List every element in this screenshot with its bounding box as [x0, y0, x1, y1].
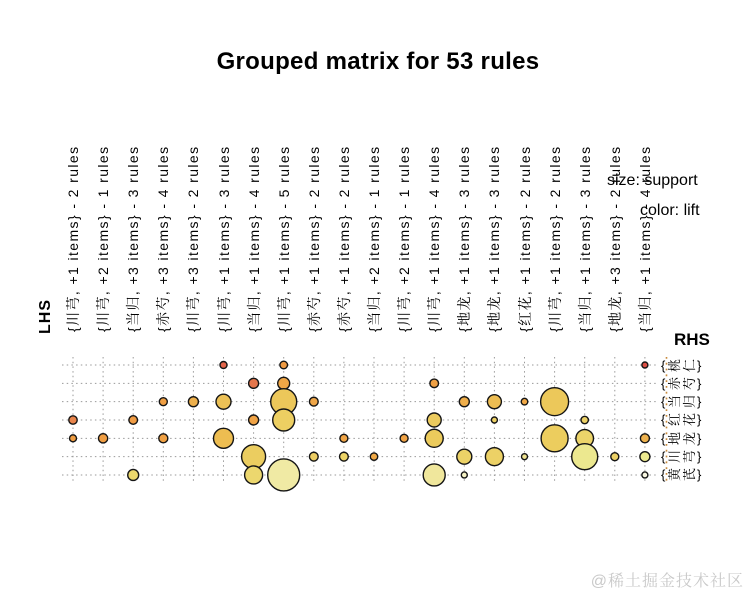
rule-bubble: [99, 434, 108, 443]
rule-bubble: [459, 397, 469, 407]
rule-bubble: [129, 416, 138, 425]
row-label: [661, 411, 703, 429]
row-label-brace: {: [661, 449, 666, 465]
rule-bubble: [425, 429, 443, 447]
row-label-brace: {: [661, 357, 666, 373]
rule-bubble: [491, 417, 497, 423]
row-label: [661, 393, 703, 411]
rule-bubble: [309, 397, 318, 406]
rhs-axis-label: RHS: [674, 330, 710, 349]
rule-bubble: [69, 416, 77, 424]
rule-bubble: [278, 377, 290, 389]
rule-bubble: [640, 452, 650, 462]
rule-bubble: [640, 434, 649, 443]
row-label-char: 地: [667, 431, 682, 445]
rule-bubble: [581, 416, 588, 423]
row-label-char: 芪: [682, 468, 697, 482]
row-label: [661, 466, 703, 484]
row-label-char: 川: [667, 450, 682, 464]
rule-bubble: [216, 394, 231, 409]
rule-bubble: [70, 435, 77, 442]
row-label-brace: }: [697, 449, 702, 465]
plot-title: Grouped matrix for 53 rules: [216, 48, 540, 75]
rule-bubble: [541, 425, 568, 452]
row-label-brace: }: [697, 394, 702, 410]
rule-bubble: [541, 388, 569, 416]
rule-bubble: [249, 378, 259, 388]
rule-bubble: [522, 454, 528, 460]
rule-bubble: [249, 415, 259, 425]
row-label-brace: {: [661, 412, 666, 428]
rule-bubble: [487, 395, 501, 409]
watermark: @稀土掘金技术社区: [590, 573, 744, 590]
rule-bubble: [340, 452, 349, 461]
rule-bubble: [423, 464, 445, 486]
row-label: [661, 356, 703, 374]
rule-bubble: [611, 453, 619, 461]
row-label-char: 红: [667, 413, 682, 427]
rule-bubble: [220, 362, 227, 369]
legend-color-label: color: lift: [640, 202, 700, 219]
row-label-char: 仁: [682, 358, 697, 372]
row-label-char: 龙: [682, 431, 697, 445]
rule-bubble: [128, 469, 139, 480]
rule-bubble: [242, 445, 266, 469]
rule-bubble: [572, 444, 598, 470]
rule-bubble: [340, 434, 348, 442]
row-label-char: 当: [667, 395, 682, 409]
row-label: [661, 374, 703, 392]
rule-bubble: [188, 397, 198, 407]
row-label-char: 桃: [667, 358, 682, 372]
rule-bubble: [273, 409, 295, 431]
rule-bubble: [521, 398, 528, 405]
rule-bubble: [159, 434, 168, 443]
row-label-brace: }: [697, 412, 702, 428]
row-label-brace: }: [697, 430, 702, 446]
row-label-brace: {: [661, 394, 666, 410]
row-label: [661, 448, 703, 466]
row-label-char: 归: [682, 395, 697, 409]
rule-bubble: [457, 449, 472, 464]
row-label-char: 赤: [667, 376, 682, 390]
row-label-brace: {: [661, 467, 666, 483]
rule-bubble: [214, 428, 234, 448]
rule-bubble: [309, 452, 318, 461]
row-label-char: 黄: [667, 468, 682, 482]
rule-bubble: [245, 466, 263, 484]
rule-bubble: [642, 362, 648, 368]
legend-size-label: size: support: [607, 172, 698, 189]
row-label: [661, 429, 703, 447]
rule-bubble: [430, 379, 439, 388]
rule-bubble: [427, 413, 441, 427]
rule-bubble: [159, 398, 167, 406]
rule-bubble: [268, 459, 300, 491]
row-label-brace: }: [697, 467, 702, 483]
row-label-char: 芍: [682, 376, 697, 390]
row-label-brace: {: [661, 375, 666, 391]
row-label-char: 花: [682, 413, 697, 427]
rule-bubble: [280, 361, 288, 369]
row-label-brace: }: [697, 375, 702, 391]
rule-bubble: [400, 434, 408, 442]
rule-bubble: [461, 472, 467, 478]
grouped-matrix-screenshot: Grouped matrix for 53 rules {川芎, +1 items} - 2 rules {川芎, +2 items} - 1 rules {当归, +3 items} - 3 rules {赤芍, +3 items} - 4 rules {川芎, +3 items} - 2 rules {川芎, +1 items} - 3 rules {当归, +1 items} - 4 rules {川芎, +1 items} - 5 rules {赤芍, +1 items} - 2 rules {赤芍, +1 items} - 2 rules {当归, +2 items} - 1 rules {川芎, +2 items} - 1 rules {川芎, +1 items} - 4 rules {地龙, +1 items} - 3 rules {地龙, +1 items} - 3 rules {红花, +1 items} - 2 rules {川芎, +1 items} - 2 rules {当归, +1 items} - 3 rules {地龙, +3 items} - 2 rules {当归, +1 items} - 4 rules { 桃 仁 } { 赤 芍 } { 当 归 } { 红 花 } { 地 龙 } { 川 芎 } { 黄 芪 } LHS RHS size: support color: lift @稀土掘金技术社区: [0, 0, 756, 606]
rule-bubble: [485, 448, 503, 466]
rule-bubble: [642, 472, 648, 478]
row-label-char: 芎: [682, 450, 697, 464]
row-label-brace: }: [697, 357, 702, 373]
row-label-brace: {: [661, 430, 666, 446]
rule-bubble: [370, 453, 377, 460]
